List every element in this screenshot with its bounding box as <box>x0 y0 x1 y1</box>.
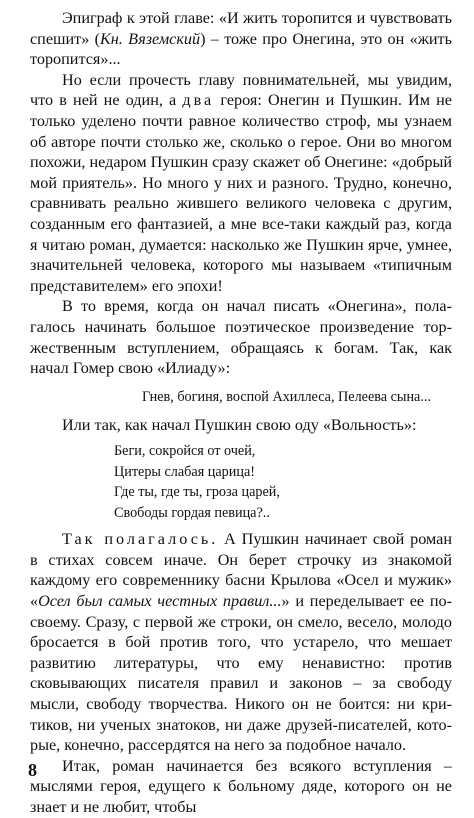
verse-line: Где ты, где ты, гроза царей, <box>114 484 280 501</box>
verse-line: Беги, сокройся от очей, <box>114 443 256 460</box>
paragraph-two-heroes: Но если прочесть главу повнимательней, мы увидим, что в ней не один, а два героя: Онегин и Пушкин. Им не только уделено почти равное количество строф, мы узнаем об авторе почти столько же, сколько о герое. Они во многом похожи, недаром Пушкин сразу скажет об Онегине: «добрый мой приятель». Но много у них и разного. Трудно, конечно, сравнивать реально жившего великого человека с другим, созданным его фантазией, а мне все-таки каждый раз, когда я читаю роман, думается: насколько же Пушкин ярче, умнее, значительней человека, которого мы называем «типичным представителем» его эпохи! <box>30 70 452 295</box>
paragraph-ode-intro: Или так, как начал Пушкин свою оду «Вольность»: <box>62 415 417 434</box>
paragraph-pushkin-begins: Так полагалось. А Пушкин начинает свой роман в стихах совсем иначе. Он берет строчку из знакомой каждому его современнику басни Крылова «Осел и мужик» «Осел был самых честных правил...» и переделывает ее посвоему. Сразу, с первой же строки, он смело, весело, молодо бросается в бой против того, что устарело, что мешает развитию литературы, что ему ненавистно: против сковывающих писателя правил и законов – за свободу мысли, свободу творчества. Никого он не боится: ни критиков, ни ученых знатоков, ни даже друзей-писателей, которые, конечно, рассердятся на него за подобное начало. <box>30 530 453 755</box>
epigraph-author: Кн. Вяземский <box>100 29 201 48</box>
verse-line: Цитеры слабая царица! <box>114 463 255 480</box>
spaced-emphasis: Так полагалось. <box>62 530 219 549</box>
iliad-quote: Гнев, богиня, воспой Ахиллеса, Пелеева сына... <box>142 388 431 405</box>
paragraph-epigraph: Эпиграф к этой главе: «И жить торопится и чувствовать спешит» (Кн. Вяземский) – тоже про Онегина, это он «жить торопится»... <box>30 9 452 69</box>
paragraph-solemn-intro: В то время, когда он начал писать «Онегина», полагалось начинать большое поэтическое произведение торжественным вступлением, обращаясь к богам. Так, как начал Гомер свою «Илиаду»: <box>30 297 452 378</box>
ode-verse <box>114 441 452 523</box>
paragraph-novel-start: Итак, роман начинается без всякого вступления – мыслями героя, едущего к больному дяде, которого он не знает и не любит, чтобы <box>30 756 452 816</box>
book-page <box>30 8 452 818</box>
verse-line: Свободы гордая певица?.. <box>114 504 270 521</box>
fable-quote: Осел был самых честных правил... <box>38 592 282 611</box>
spaced-emphasis: два <box>182 91 215 110</box>
page-number: 8 <box>28 760 37 780</box>
